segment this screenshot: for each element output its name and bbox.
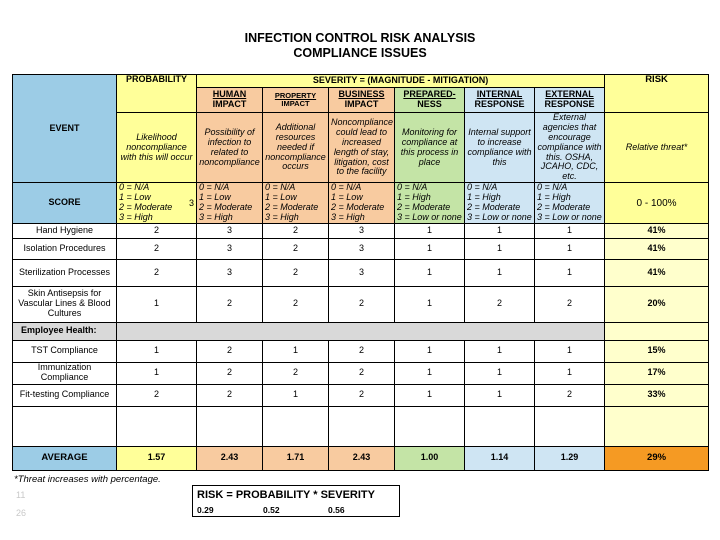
event-name: Skin Antisepsis for Vascular Lines & Blood Cultures <box>13 286 117 322</box>
preparedness-value: 1 <box>395 259 465 286</box>
event-name: Sterilization Processes <box>13 259 117 286</box>
property-value: 2 <box>263 362 329 384</box>
property-value: 2 <box>263 286 329 322</box>
preparedness-value: 1 <box>395 340 465 362</box>
employee-health-label: Employee Health: <box>13 322 117 340</box>
severity-header: SEVERITY = (MAGNITUDE - MITIGATION) <box>197 75 605 88</box>
property-value: 1 <box>263 340 329 362</box>
business-impact-description: Noncompliance could lead to increased length of stay, litigation, cost to the facility <box>329 113 395 183</box>
employee-health-risk-cell <box>605 322 709 340</box>
table-row <box>13 238 709 259</box>
property-score-key: 0 = N/A 1 = Low 2 = Moderate 3 = High <box>263 183 329 224</box>
page-subtitle: COMPLIANCE ISSUES <box>293 46 427 60</box>
human-value: 2 <box>197 384 263 406</box>
event-name: Immunization Compliance <box>13 362 117 384</box>
internal-value: 1 <box>465 223 535 238</box>
internal-value: 1 <box>465 259 535 286</box>
spacer-cell <box>329 406 395 446</box>
risk-value: 41% <box>605 259 709 286</box>
probability-description: Likelihood noncompliance with this will occur <box>117 113 197 183</box>
table-row <box>13 223 709 238</box>
internal-response-header: INTERNAL RESPONSE <box>465 88 535 113</box>
internal-response-description: Internal support to increase compliance with this <box>465 113 535 183</box>
spacer-cell <box>395 406 465 446</box>
human-impact-header: HUMAN IMPACT <box>197 88 263 113</box>
average-preparedness: 1.00 <box>395 446 465 470</box>
human-impact-description: Possibility of infection to related to noncompliance <box>197 113 263 183</box>
external-value: 1 <box>535 259 605 286</box>
external-value: 1 <box>535 238 605 259</box>
risk-value: 20% <box>605 286 709 322</box>
spacer-cell <box>117 406 197 446</box>
average-business: 2.43 <box>329 446 395 470</box>
table-row <box>13 384 709 406</box>
human-score-key: 0 = N/A 1 = Low 2 = Moderate 3 = High <box>197 183 263 224</box>
event-name: Fit-testing Compliance <box>13 384 117 406</box>
probability-value: 1 <box>117 340 197 362</box>
risk-value: 17% <box>605 362 709 384</box>
event-name: Isolation Procedures <box>13 238 117 259</box>
internal-value: 1 <box>465 238 535 259</box>
preparedness-value: 1 <box>395 286 465 322</box>
average-human: 2.43 <box>197 446 263 470</box>
human-value: 2 <box>197 362 263 384</box>
probability-value: 2 <box>117 238 197 259</box>
score-label: SCORE <box>13 183 117 224</box>
event-name: TST Compliance <box>13 340 117 362</box>
preparedness-header: PREPARED- NESS <box>395 88 465 113</box>
external-score-key: 0 = N/A 1 = High 2 = Moderate 3 = Low or none <box>535 183 605 224</box>
probability-header: PROBABILITY <box>117 75 197 113</box>
risk-description: Relative threat* <box>605 113 709 183</box>
table-row <box>13 362 709 384</box>
table-row <box>13 340 709 362</box>
employee-health-band <box>117 322 605 340</box>
table-row <box>13 259 709 286</box>
business-value: 2 <box>329 362 395 384</box>
external-response-description: External agencies that encourage compliance with this. OSHA, JCAHO, CDC, etc. <box>535 113 605 183</box>
probability-score-extra: 3 <box>188 198 194 209</box>
risk-value: 15% <box>605 340 709 362</box>
formula-value: 0.52 <box>263 505 280 515</box>
spacer-cell <box>465 406 535 446</box>
spacer-cell <box>13 406 117 446</box>
preparedness-value: 1 <box>395 384 465 406</box>
preparedness-value: 1 <box>395 238 465 259</box>
property-impact-description: Additional resources needed if noncompliance occurs <box>263 113 329 183</box>
probability-value: 2 <box>117 259 197 286</box>
business-value: 3 <box>329 259 395 286</box>
probability-value: 1 <box>117 286 197 322</box>
formula-value: 0.29 <box>197 505 214 515</box>
property-value: 2 <box>263 259 329 286</box>
footnote: *Threat increases with percentage. <box>14 474 161 485</box>
risk-value: 41% <box>605 223 709 238</box>
human-value: 2 <box>197 286 263 322</box>
average-external: 1.29 <box>535 446 605 470</box>
probability-value: 2 <box>117 384 197 406</box>
spacer-cell <box>197 406 263 446</box>
probability-value: 1 <box>117 362 197 384</box>
risk-header: RISK <box>605 75 709 113</box>
preparedness-value: 1 <box>395 223 465 238</box>
faint-mark: 26 <box>16 508 27 518</box>
business-value: 2 <box>329 286 395 322</box>
page-title: INFECTION CONTROL RISK ANALYSIS <box>244 31 476 45</box>
event-name: Hand Hygiene <box>13 223 117 238</box>
risk-value: 33% <box>605 384 709 406</box>
business-value: 3 <box>329 238 395 259</box>
external-value: 1 <box>535 223 605 238</box>
internal-value: 1 <box>465 340 535 362</box>
property-impact-header: PROPERTY IMPACT <box>263 88 329 113</box>
average-probability: 1.57 <box>117 446 197 470</box>
human-value: 2 <box>197 340 263 362</box>
spacer-cell <box>535 406 605 446</box>
preparedness-description: Monitoring for compliance at this process in place <box>395 113 465 183</box>
internal-value: 1 <box>465 384 535 406</box>
business-value: 2 <box>329 384 395 406</box>
internal-value: 2 <box>465 286 535 322</box>
event-header: EVENT <box>13 75 117 183</box>
risk-score-key: 0 - 100% <box>605 183 709 224</box>
average-property: 1.71 <box>263 446 329 470</box>
business-impact-header: BUSINESS IMPACT <box>329 88 395 113</box>
spacer-cell <box>605 406 709 446</box>
average-internal: 1.14 <box>465 446 535 470</box>
risk-value: 41% <box>605 238 709 259</box>
formula-text: RISK = PROBABILITY * SEVERITY <box>197 489 375 501</box>
human-value: 3 <box>197 238 263 259</box>
human-value: 3 <box>197 223 263 238</box>
average-risk: 29% <box>605 446 709 470</box>
table-row <box>13 286 709 322</box>
risk-table <box>12 74 709 471</box>
property-value: 2 <box>263 223 329 238</box>
property-value: 2 <box>263 238 329 259</box>
formula-value: 0.56 <box>328 505 345 515</box>
property-value: 1 <box>263 384 329 406</box>
internal-score-key: 0 = N/A 1 = High 2 = Moderate 3 = Low or none <box>465 183 535 224</box>
average-label: AVERAGE <box>13 446 117 470</box>
preparedness-value: 1 <box>395 362 465 384</box>
table-body <box>13 75 709 471</box>
external-value: 2 <box>535 286 605 322</box>
business-value: 2 <box>329 340 395 362</box>
faint-mark: 11 <box>16 490 26 500</box>
internal-value: 1 <box>465 362 535 384</box>
probability-value: 2 <box>117 223 197 238</box>
preparedness-score-key: 0 = N/A 1 = High 2 = Moderate 3 = Low or none <box>395 183 465 224</box>
business-score-key: 0 = N/A 1 = Low 2 = Moderate 3 = High <box>329 183 395 224</box>
formula-box <box>192 485 400 517</box>
external-response-header: EXTERNAL RESPONSE <box>535 88 605 113</box>
external-value: 1 <box>535 340 605 362</box>
external-value: 2 <box>535 384 605 406</box>
spacer-cell <box>263 406 329 446</box>
external-value: 1 <box>535 362 605 384</box>
probability-score-key: 0 = N/A 1 = Low 2 = Moderate 3 = High 3 <box>117 183 197 224</box>
average-row <box>13 446 709 470</box>
business-value: 3 <box>329 223 395 238</box>
human-value: 3 <box>197 259 263 286</box>
